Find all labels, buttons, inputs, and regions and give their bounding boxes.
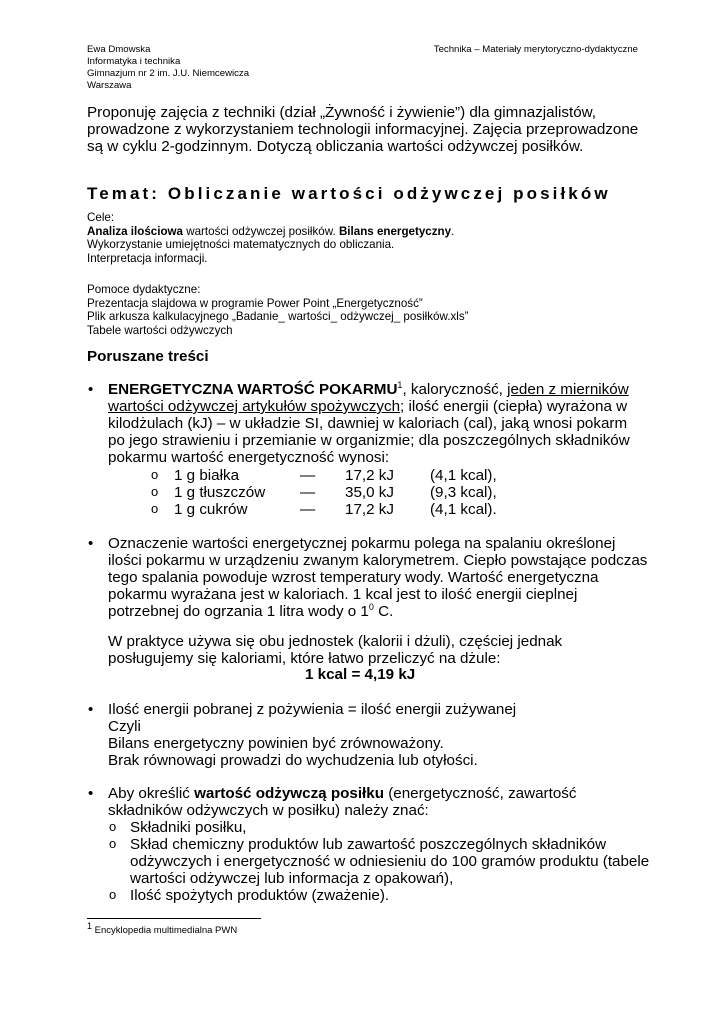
energy-value-term: ENERGETYCZNA WARTOŚĆ POKARMU	[108, 381, 398, 398]
footnote-separator	[87, 918, 261, 919]
page-title: Temat: Obliczanie wartości odżywczej posiłków	[87, 184, 611, 203]
author-school: Gimnazjum nr 2 im. J.U. Niemcewicza	[87, 68, 250, 79]
bullet-icon: •	[88, 381, 94, 398]
goal-end: .	[451, 224, 455, 238]
calorimeter-text: Oznaczenie wartości energetycznej pokarmu polega na spalaniu określonej ilości pokarmu w urządzeniu zwanym kalorymetrem. Ciepło powstające podczas tego spalania powoduje wzrost temperatury wody. Wartość energetyczna pokarmu wyrażana jest w kaloriach. 1 kcal jest to ilość energii cieplnej potrzebnej do ogrzania 1 litra wody o 1	[108, 535, 648, 620]
nutrient-kj: 35,0 kJ	[345, 484, 394, 501]
conversion-formula: 1 kcal = 4,19 kJ	[305, 666, 416, 683]
circle-bullet-icon: o	[109, 836, 117, 851]
bullet-1-underlined: jeden z mierników wartości odżywczej artykułów spożywczych	[108, 381, 629, 415]
nutrient-dash: —	[300, 484, 316, 501]
bullet-1-part-b: ; ilość energii (ciepła) wyrażona w kilodżulach (kJ) – w układzie SI, dawniej w kaloriach (cal), jaką wnosi pokarm po jego strawieniu i przemianie w organizmie; dla poszczególnych składników pokarmu wartość energetyczność wynosi:	[108, 398, 630, 466]
goal-text: wartości odżywczej posiłków.	[183, 224, 339, 238]
footnote-mark: 1	[87, 920, 93, 931]
author-name: Ewa Dmowska	[87, 44, 151, 55]
requirement-item: Składniki posiłku,	[130, 819, 247, 836]
energy-balance-line: Bilans energetyczny powinien być zrównoważony.	[108, 735, 444, 752]
header-right-text: Technika – Materiały merytoryczno-dydaktyczne	[433, 44, 638, 55]
circle-bullet-icon: o	[109, 887, 117, 902]
nutrient-name: 1 g cukrów	[174, 501, 248, 518]
bullet-1-part-a: , kaloryczność,	[402, 381, 508, 398]
goals-line-2: Wykorzystanie umiejętności matematycznych do obliczania.	[87, 238, 395, 252]
goals-line-3: Interpretacja informacji.	[87, 251, 208, 265]
energy-balance-line: Ilość energii pobranej z pożywienia = ilość energii zużywanej	[108, 701, 517, 718]
calorimeter-text-end: C.	[373, 603, 394, 620]
goal-bold-analysis: Analiza ilościowa	[87, 224, 183, 238]
nutrient-kcal: (9,3 kcal),	[430, 484, 497, 501]
nutrient-kj: 17,2 kJ	[345, 501, 394, 518]
author-subject: Informatyka i technika	[87, 56, 181, 67]
circle-bullet-icon: o	[151, 467, 159, 482]
bullet-icon: •	[88, 785, 94, 802]
footnote-ref: 1	[397, 379, 403, 390]
goal-bold-balance: Bilans energetyczny	[338, 224, 452, 238]
goals-label: Cele:	[87, 211, 115, 224]
bullet-1-text	[108, 381, 648, 466]
bullet-2-text	[108, 535, 648, 620]
author-block	[87, 44, 249, 92]
energy-balance-line: Brak równowagi prowadzi do wychudzenia lub otyłości.	[108, 752, 478, 769]
footnote-text: Encyklopedia multimedialna PWN	[92, 925, 238, 936]
requirement-item: Skład chemiczny produktów lub zawartość poszczególnych składników odżywczych i energetyczność w odniesieniu do 100 gramów produktu (tabele wartości odżywczej lub informacja z opakowań),	[130, 836, 650, 887]
circle-bullet-icon: o	[151, 501, 159, 516]
nutrient-kcal: (4,1 kcal).	[430, 501, 497, 518]
requirement-item: Ilość spożytych produktów (zważenie).	[130, 887, 390, 904]
bullet-icon: •	[88, 535, 94, 552]
author-city: Warszawa	[87, 80, 132, 91]
bullet-icon: •	[88, 701, 94, 718]
nutrient-dash: —	[300, 467, 316, 484]
aid-item: Prezentacja slajdowa w programie Power Point „Energetyczność”	[87, 296, 423, 310]
bullet-4-text	[108, 785, 648, 819]
bullet-4-part-b: (energetyczność, zawartość składników odżywczych w posiłku) należy znać:	[108, 785, 577, 819]
circle-bullet-icon: o	[109, 819, 117, 834]
aids-label: Pomoce dydaktyczne:	[87, 283, 201, 296]
section-title: Poruszane treści	[87, 348, 209, 365]
nutrient-kcal: (4,1 kcal),	[430, 467, 497, 484]
nutrient-name: 1 g białka	[174, 467, 240, 484]
aid-item: Plik arkusza kalkulacyjnego „Badanie_ wartości_ odżywczej_ posiłków.xls”	[87, 310, 469, 324]
degree-sup: 0	[368, 601, 374, 612]
bullet-3-text	[108, 701, 648, 769]
nutrient-kj: 17,2 kJ	[345, 467, 394, 484]
bullet-4-part-a: Aby określić	[108, 785, 195, 802]
units-paragraph: W praktyce używa się obu jednostek (kalorii i dżuli), częściej jednak posługujemy się kaloriami, które łatwo przeliczyć na dżule:	[108, 633, 563, 667]
circle-bullet-icon: o	[151, 484, 159, 499]
aids-section	[87, 283, 468, 337]
nutrient-dash: —	[300, 501, 316, 518]
nutrient-name: 1 g tłuszczów	[174, 484, 266, 501]
goals-line-1	[87, 225, 454, 239]
goals-section	[87, 211, 454, 265]
nutritional-value-term: wartość odżywczą posiłku	[194, 785, 384, 802]
energy-balance-line: Czyli	[108, 718, 141, 735]
footnote	[87, 920, 238, 936]
aid-item: Tabele wartości odżywczych	[87, 323, 233, 337]
intro-paragraph: Proponuję zajęcia z techniki (dział „Żywność i żywienie”) dla gimnazjalistów, prowadzone z wykorzystaniem technologii informacyjnej. Zajęcia przeprowadzone są w cyklu 2-godzinnym. Dotyczą obliczania wartości odżywczej posiłków.	[87, 104, 639, 155]
